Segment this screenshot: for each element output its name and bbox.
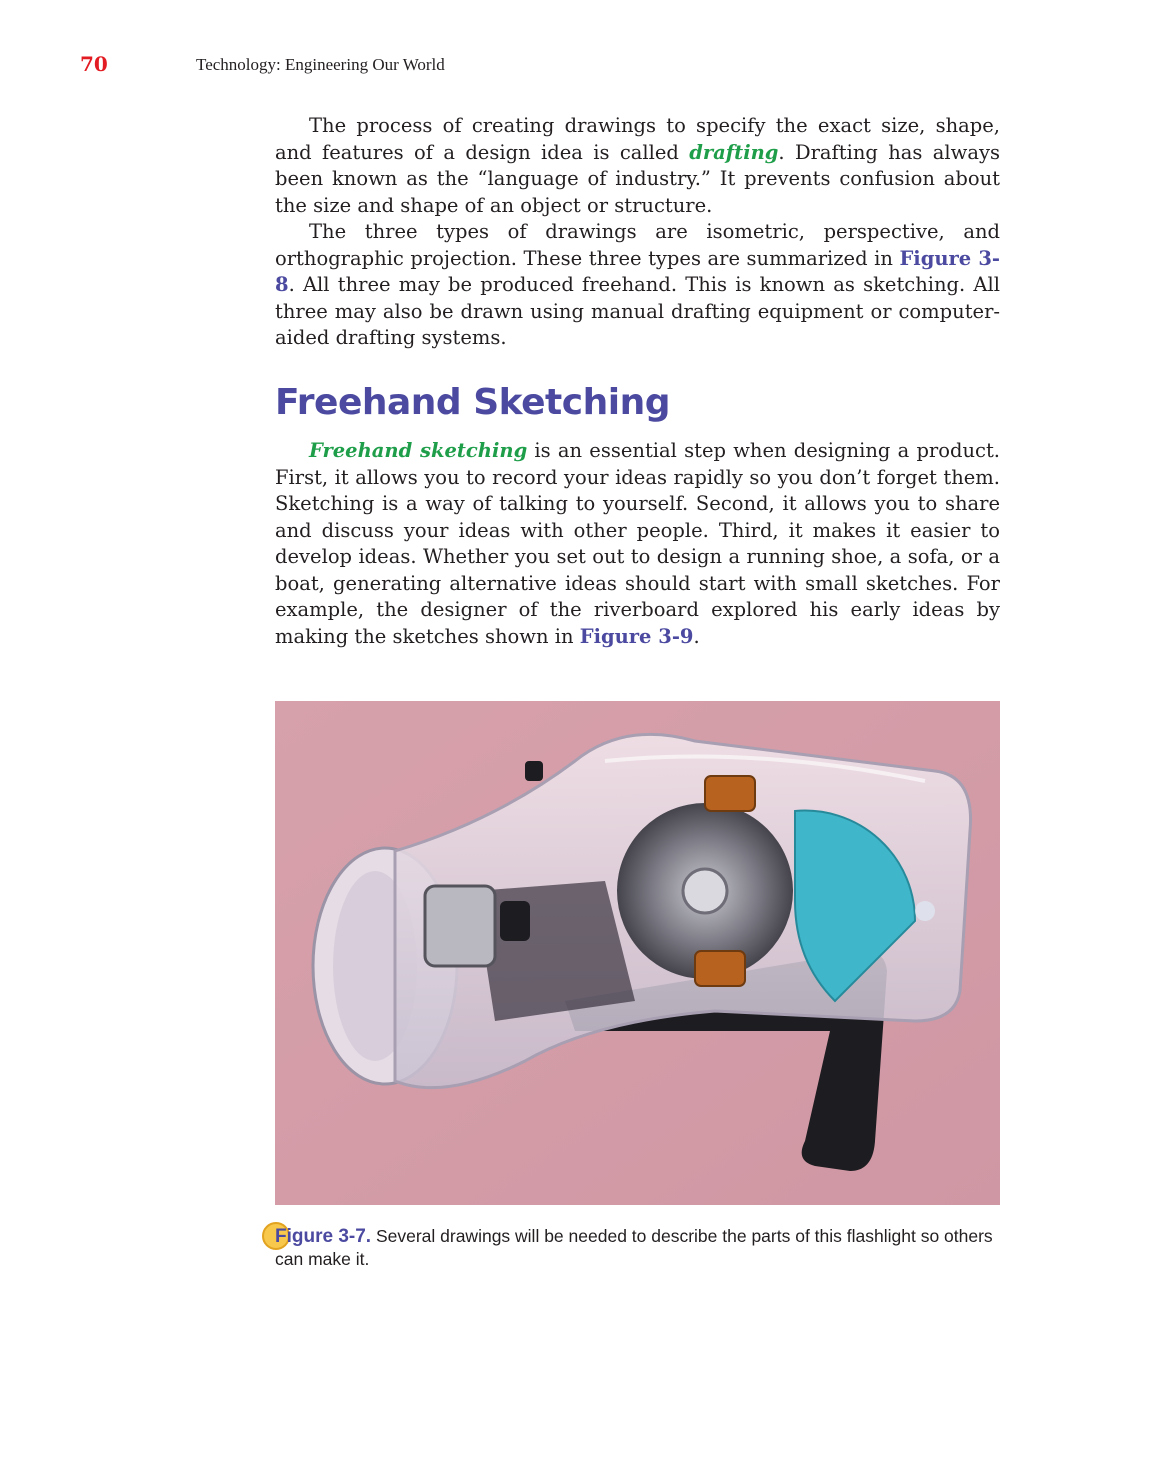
intro-paragraph-2 bbox=[275, 219, 1000, 352]
intro-p2-text: The three types of drawings are isometric, perspective, and orthographic projection. These three types are summarized in bbox=[275, 220, 1000, 270]
figure-caption-text: Several drawings will be needed to describe the parts of this flashlight so others can make it. bbox=[275, 1226, 993, 1269]
running-head: Technology: Engineering Our World bbox=[196, 55, 445, 74]
term-drafting: drafting bbox=[689, 140, 779, 164]
intro-text bbox=[275, 113, 1000, 352]
section-p1-end: . bbox=[693, 624, 700, 648]
flashlight-illustration bbox=[275, 701, 1000, 1205]
intro-paragraph-1 bbox=[275, 113, 1000, 219]
section-paragraph-1 bbox=[275, 438, 1000, 650]
figure-label: Figure 3-7. bbox=[275, 1226, 372, 1247]
figure-caption bbox=[275, 1225, 1000, 1271]
page-number: 70 bbox=[80, 52, 108, 76]
section-p1-text: is an essential step when designing a product. First, it allows you to record your ideas rapidly so you don’t forget them. Sketching is a way of talking to yourself. Second, it allows you to share and discuss your ideas with other people. Third, it makes it easier to develop ideas. Whether you set out to design a running shoe, a sofa, or a boat, generating alternative ideas should start with small sketches. For example, the designer of the riverboard explored his early ideas by making the sketches shown in bbox=[275, 439, 1000, 648]
intro-p1-text: The process of creating drawings to specify the exact size, shape, and features of a design idea is called bbox=[275, 114, 1000, 164]
figure-3-9-link[interactable]: Figure 3-9 bbox=[579, 624, 694, 648]
intro-p2-text-end: . All three may be produced freehand. This is known as sketching. All three may also be drawn using manual drafting equipment or computer-aided drafting systems. bbox=[275, 273, 1000, 349]
term-freehand-sketching: Freehand sketching bbox=[309, 439, 528, 462]
section-text bbox=[275, 438, 1000, 650]
flashlight-photo bbox=[275, 701, 1000, 1205]
figure-3-8-link[interactable]: Figure 3-8 bbox=[275, 246, 1000, 296]
section-heading: Freehand Sketching bbox=[275, 382, 670, 423]
intro-p1-text-end: . Drafting has always been known as the “language of industry.” It prevents confusion about the size and shape of an object or structure. bbox=[275, 140, 1001, 217]
